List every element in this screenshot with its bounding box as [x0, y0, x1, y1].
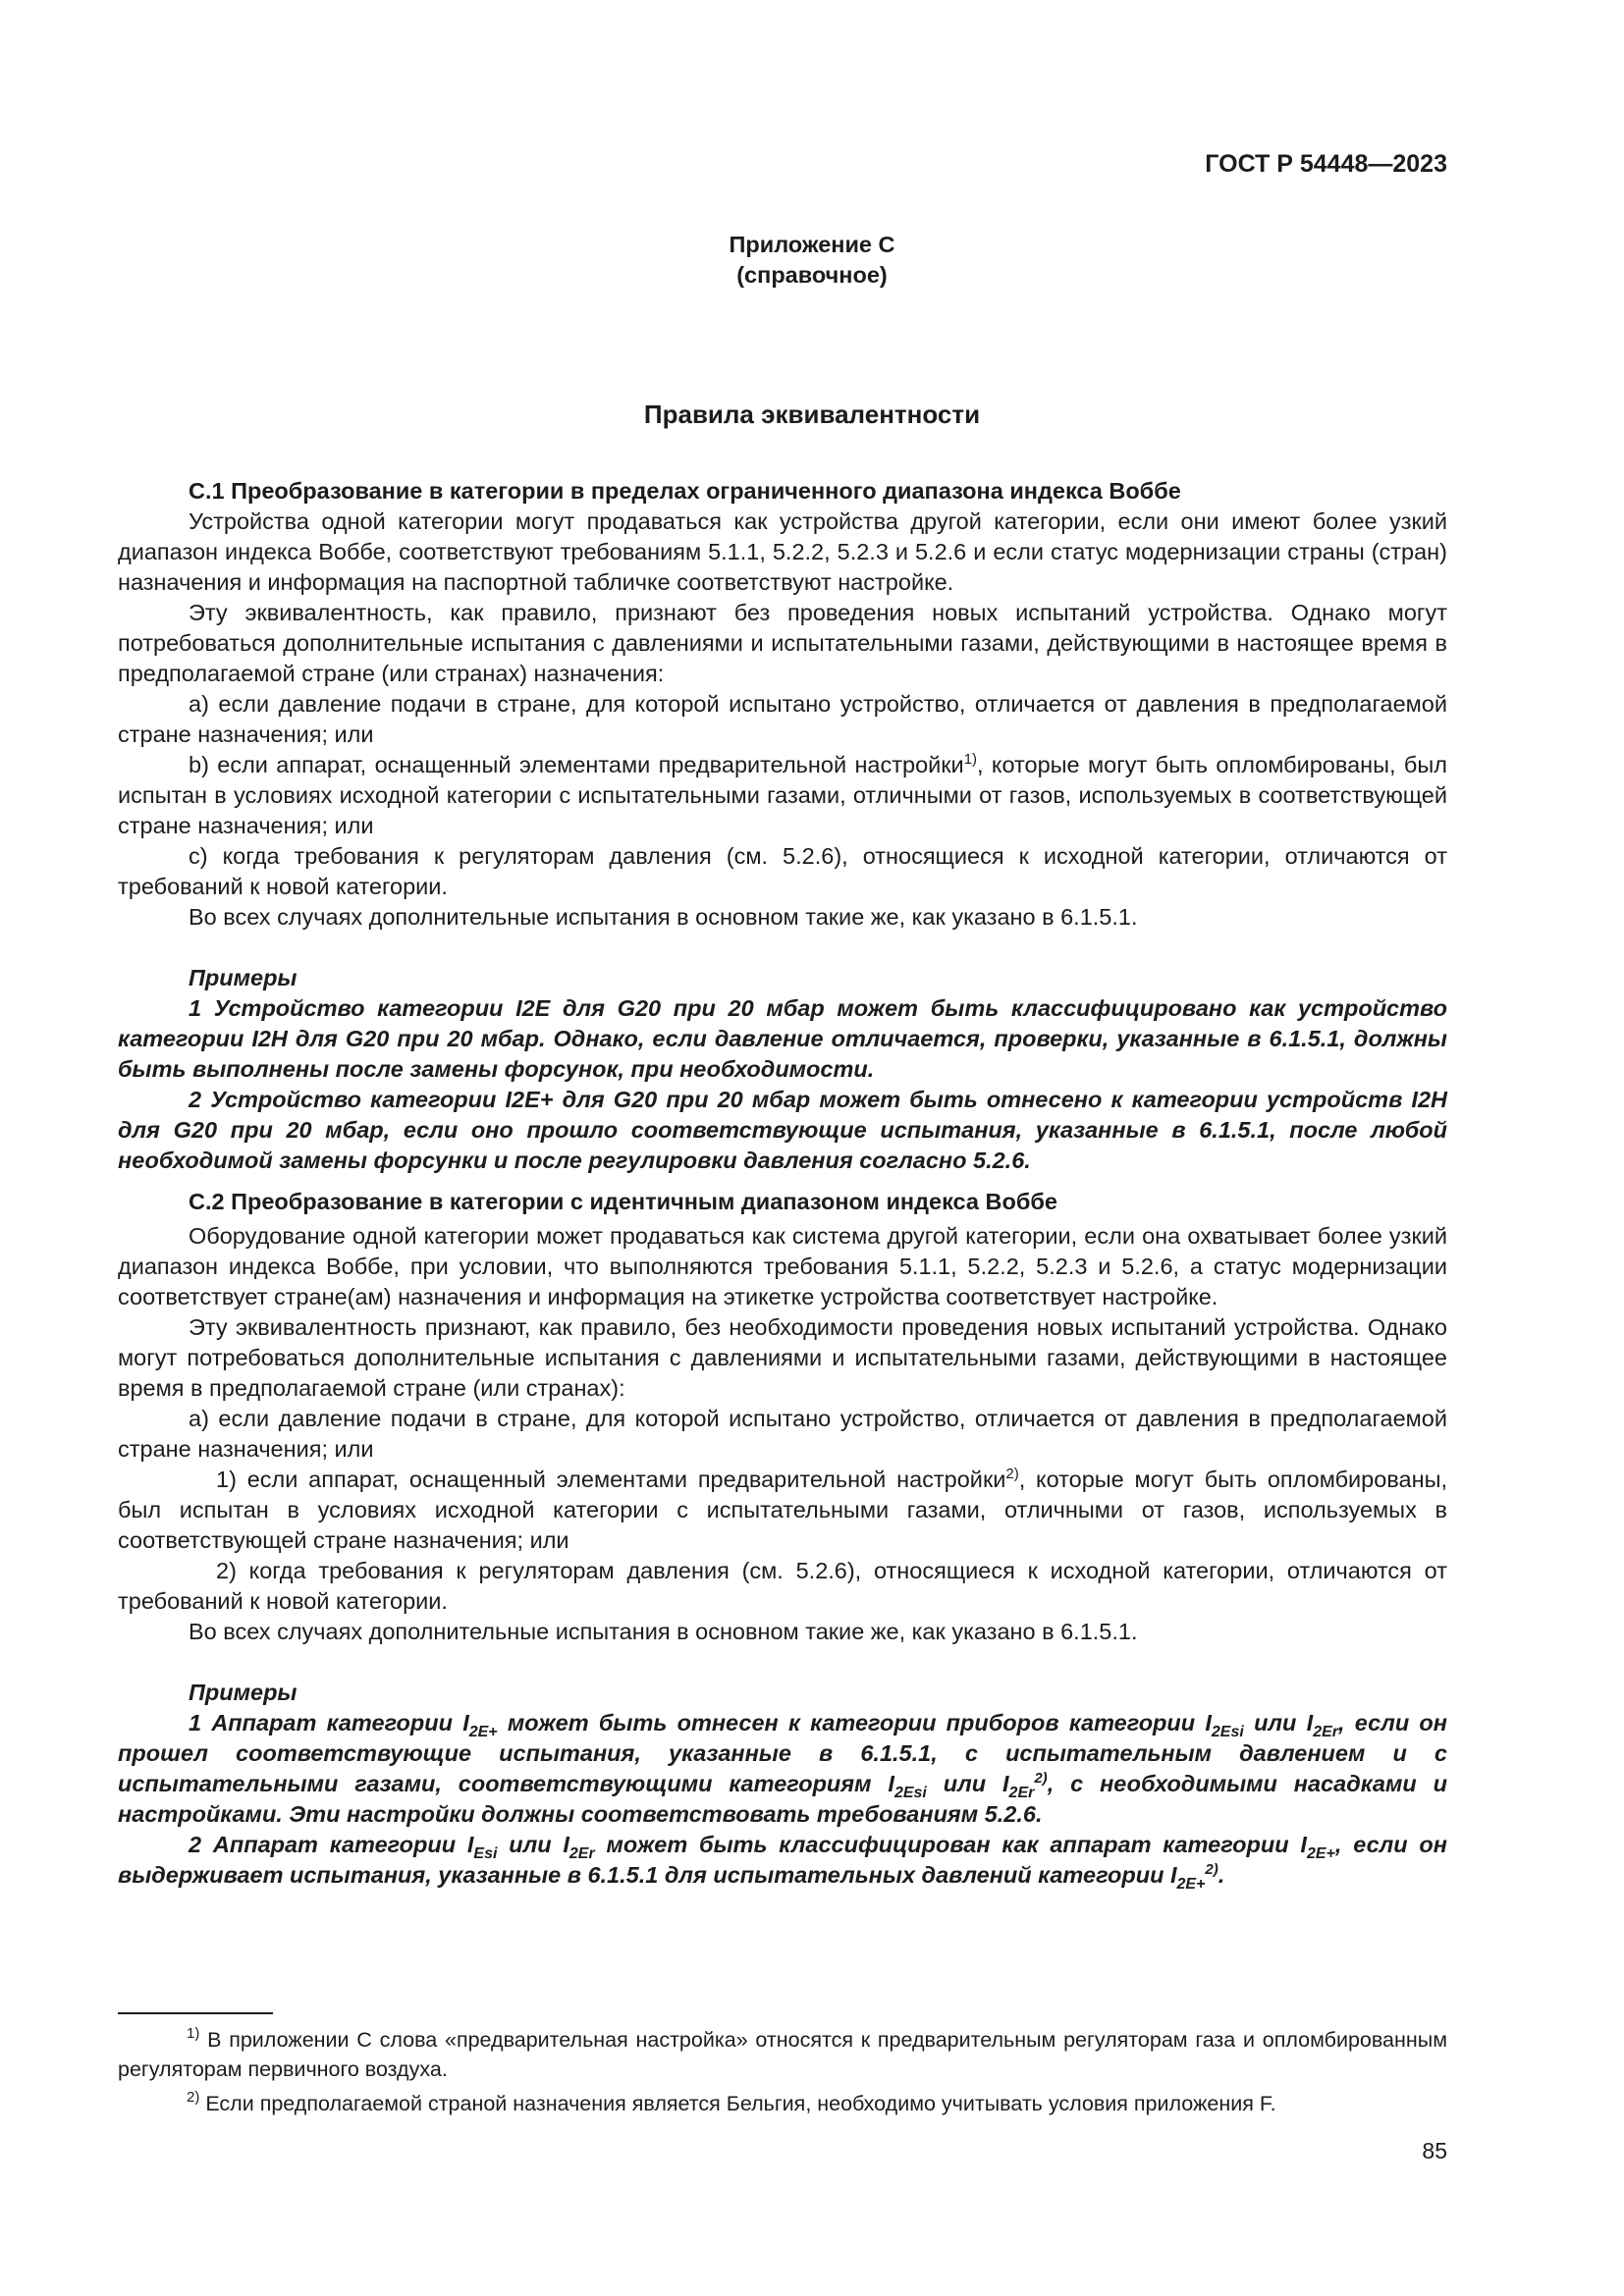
- footnote-1: $^{1)}$ В приложении С слова «предварительная настройка» относятся к предварительным регуляторам газа и опломбированным регуляторам первичного воздуха.: [118, 2025, 1447, 2081]
- section-c1: [118, 476, 1447, 1176]
- section-c2-item-a: а) если давление подачи в стране, для которой испытано устройство, отличается от давления в предполагаемой стране назначения; или: [118, 1406, 1447, 1462]
- section-c1-example-2: 2 Устройство категории I2E+ для G20 при 20 мбар может быть отнесено к категории устройств I2H для G20 при 20 мбар, если оно прошло соответствующие испытания, указанные в 6.1.5.1, после любой необходимой замены форсунки и после регулировки давления согласно 5.2.6.: [118, 1087, 1447, 1173]
- footnote-divider: [118, 2012, 273, 2014]
- annex-heading: [0, 230, 1624, 291]
- section-c2-para-3: Во всех случаях дополнительные испытания в основном такие же, как указано в 6.1.5.1.: [189, 1619, 1138, 1644]
- section-c1-para-2: Эту эквивалентность, как правило, признают без проведения новых испытаний устройства. Однако могут потребоваться дополнительные испытания с давлениями и испытательными газами, действующими в настоящее время в предполагаемой стране (или странах) назначения:: [118, 600, 1447, 686]
- footnote-ref-2c[interactable]: 2): [1205, 1861, 1218, 1878]
- section-c2-example-2: 2 Аппарат категории $I_{Esi}$ или $I_{2Er}$ может быть классифицирован как аппарат категории $I_{2E+}$, если он выдерживает испытания, указанные в 6.1.5.1 для испытательных давлений категории $I_{2E+}^{2)}$.: [118, 1832, 1447, 1893]
- footnote-ref-2b[interactable]: 2): [1034, 1770, 1048, 1787]
- section-c2-para-2: Эту эквивалентность признают, как правило, без необходимости проведения новых испытаний устройства. Однако могут потребоваться дополнительные испытания с давлениями и испытательными газами, действующими в настоящее время в предполагаемой стране (или странах):: [118, 1314, 1447, 1401]
- section-c1-item-a: а) если давление подачи в стране, для которой испытано устройство, отличается от давления в предполагаемой стране назначения; или: [118, 691, 1447, 747]
- section-c2-examples-heading: Примеры: [189, 1680, 298, 1705]
- section-c2-heading: С.2 Преобразование в категории с идентичным диапазоном индекса Воббе: [189, 1189, 1057, 1214]
- section-c2-para-1: Оборудование одной категории может продаваться как система другой категории, если она охватывает более узкий диапазон индекса Воббе, при условии, что выполняются требования 5.1.1, 5.2.2, 5.2.3 и 5.2.6, а статус модернизации соответствует стране(ам) назначения и информация на этикетке устройства соответствует настройке.: [118, 1223, 1447, 1309]
- footnote-ref-2[interactable]: 2): [1005, 1466, 1019, 1482]
- annex-title: Приложение С: [729, 232, 895, 257]
- section-c1-item-b: b) если аппарат, оснащенный элементами предварительной настройки$^{1)}$, которые могут быть опломбированы, был испытан в условиях исходной категории с испытательными газами, отличными от газов, используемых в соответствующей стране назначения; или: [118, 751, 1447, 838]
- document-id: ГОСТ Р 54448—2023: [1205, 150, 1447, 178]
- section-c2: [118, 1187, 1447, 1891]
- annex-kind: (справочное): [736, 262, 888, 288]
- page-title: Правила эквивалентности: [643, 400, 981, 429]
- section-c1-examples-heading: Примеры: [189, 965, 298, 990]
- section-c1-para-3: Во всех случаях дополнительные испытания в основном такие же, как указано в 6.1.5.1.: [189, 904, 1138, 930]
- section-c1-item-c: с) когда требования к регуляторам давления (см. 5.2.6), относящиеся к исходной категории, отличаются от требований к новой категории.: [118, 843, 1447, 899]
- section-c1-heading: С.1 Преобразование в категории в пределах ограниченного диапазона индекса Воббе: [189, 478, 1181, 504]
- section-c2-item-2: 2) когда требования к регуляторам давления (см. 5.2.6), относящиеся к исходной категории, отличаются от требований к новой категории.: [118, 1558, 1447, 1614]
- footnotes: [118, 2025, 1447, 2118]
- footnote-ref-1[interactable]: 1): [963, 751, 978, 768]
- section-c2-item-1: 1) если аппарат, оснащенный элементами предварительной настройки$^{2)}$, которые могут быть опломбированы, был испытан в условиях исходной категории с испытательными газами, отличными от газов, используемых в соответствующей стране назначения; или: [118, 1466, 1448, 1553]
- footnote-2: $^{2)}$ Если предполагаемой страной назначения является Бельгия, необходимо учитывать условия приложения F.: [187, 2089, 1276, 2115]
- page-number: 85: [1422, 2138, 1447, 2163]
- section-c1-para-1: Устройства одной категории могут продаваться как устройства другой категории, если они имеют более узкий диапазон индекса Воббе, соответствуют требованиям 5.1.1, 5.2.2, 5.2.3 и 5.2.6 и если статус модернизации страны (стран) назначения и информация на паспортной табличке соответствуют настройке.: [118, 508, 1447, 595]
- section-c1-example-1: 1 Устройство категории I2E для G20 при 20 мбар может быть классифицировано как устройство категории I2H для G20 при 20 мбар. Однако, если давление отличается, проверки, указанные в 6.1.5.1, должны быть выполнены после замены форсунок, при необходимости.: [118, 995, 1447, 1082]
- section-c2-example-1: 1 Аппарат категории $I_{2E+}$ может быть отнесен к категории приборов категории $I_{2Esi}$ или $I_{2Er}$, если он прошел соответствующие испытания, указанные в 6.1.5.1, с испытательным давлением и с испытательными газами, соответствующими категориям $I_{2Esi}$ или $I_{2Er}^{2)}$, с необходимыми насадками и настройками. Эти настройки должны соответствовать требованиям 5.2.6.: [118, 1710, 1447, 1827]
